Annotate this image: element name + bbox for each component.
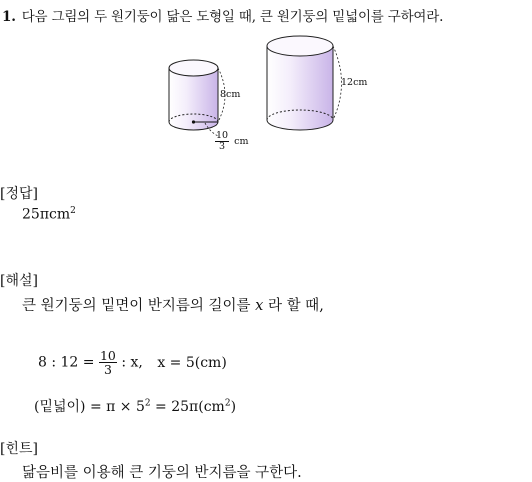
eq1-numerator: 10 bbox=[99, 348, 116, 363]
eq1-left: 8 : 12 = bbox=[38, 354, 95, 371]
answer-value bbox=[22, 206, 76, 223]
small-radius-label bbox=[215, 131, 248, 152]
small-height-label: 8cm bbox=[220, 89, 241, 100]
small-cylinder bbox=[169, 60, 225, 136]
small-radius-unit: cm bbox=[234, 135, 249, 147]
cylinders-figure bbox=[160, 30, 375, 155]
eq2-exp: 2 bbox=[144, 398, 151, 409]
explanation-line1-var: x bbox=[255, 298, 264, 314]
eq1-mid: : x, bbox=[121, 354, 143, 371]
question-number: 1. bbox=[2, 9, 16, 25]
explanation-line1 bbox=[22, 294, 324, 315]
small-radius-numerator: 10 bbox=[216, 130, 229, 141]
small-radius-denominator: 3 bbox=[219, 140, 226, 152]
eq1-right: x = 5(cm) bbox=[157, 354, 227, 371]
equation-area bbox=[34, 396, 236, 416]
answer-value-exp: 2 bbox=[70, 206, 76, 216]
equation-ratio bbox=[38, 349, 227, 376]
eq2-mid: = 25π(cm bbox=[150, 399, 225, 415]
large-height-label: 12cm bbox=[341, 77, 368, 88]
explanation-line1-pre: 큰 원기둥의 밑면이 반지름의 길이를 bbox=[22, 298, 251, 314]
hint-header: [힌트] bbox=[0, 441, 38, 457]
answer-value-main: 25πcm bbox=[22, 206, 71, 223]
explanation-line1-post: 라 할 때, bbox=[267, 298, 324, 314]
eq2-left: (밑넓이) = π × 5 bbox=[34, 399, 145, 415]
question-text: 다음 그림의 두 원기둥이 닮은 도형일 때, 큰 원기둥의 밑넓이를 구하여라. bbox=[21, 9, 444, 25]
hint-text: 닮음비를 이용해 큰 기둥의 반지름을 구한다. bbox=[22, 465, 302, 481]
answer-header: [정답] bbox=[0, 186, 38, 202]
large-cylinder bbox=[267, 36, 342, 130]
eq2-exp2: 2 bbox=[224, 398, 231, 409]
explanation-header: [해설] bbox=[0, 273, 38, 289]
eq2-end: ) bbox=[230, 399, 237, 415]
question bbox=[2, 5, 443, 25]
eq1-denominator: 3 bbox=[103, 362, 112, 378]
